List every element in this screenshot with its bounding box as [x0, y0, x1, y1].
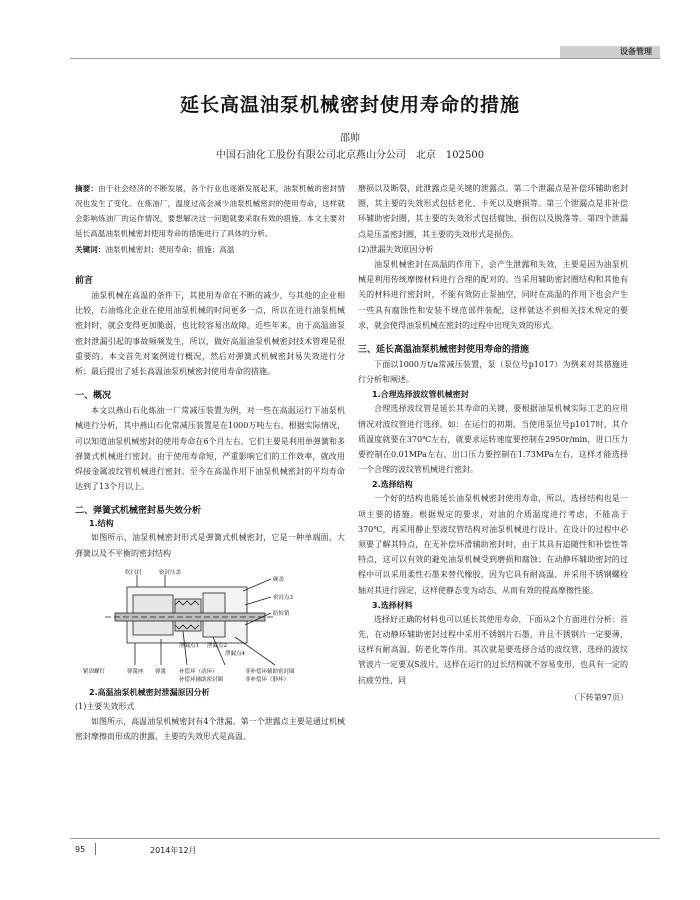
abstract-label: 摘要： [75, 184, 99, 193]
author: 邵帅 [340, 133, 360, 144]
intro-paragraph: 油泵机械在高温的条件下，其使用寿命在不断的减少，与其他的企业相比较，石油炼化企业在使用油泵机械的时间更多一点，所以在进行油泵机械密封时，就会变得更加脆弱，也比较容易出故障。近些年来，由于高温油泵密封泄漏引起的事故频频发生，所以，做好高温油泵机械密封技术管理是很重要的。本文首先对案例进行概况，然后对弹簧式机械密封易失效进行分析；最后提出了延长高温油泵机械密封使用寿命的措施。 [75, 291, 345, 377]
section2-1-heading: 1.结构 [89, 519, 114, 529]
abstract [75, 181, 345, 257]
section1-paragraph: 本文以燕山石化炼油一厂常减压装置为例，对一些在高温运行下油泵机械进行分析，其中燕山石化常减压装置是在1000万吨左右，根据实际情况，可以知道油泵机械密封的使用寿命在6个月左右，它们主要是利用单弹簧和多弹簧式机械进行密封。由于使用寿命短，严重影响它们的工作效率，就改用焊接金属波纹管机械进行密封。至今在高温作用下油泵机械密封的平均寿命达到了13个月以上。 [75, 406, 345, 492]
fig-label-t4: 密封点3 [273, 594, 293, 601]
fig-label-t5: 防转销 [273, 610, 290, 617]
fig-label-m2: 泄漏点2 [207, 642, 227, 649]
seal-diagram [75, 565, 345, 683]
keywords-label: 关键词： [75, 245, 106, 254]
right-column [358, 181, 628, 705]
section3-2-heading: 2.选择结构 [372, 480, 413, 490]
fig-label-t2: 密封压盖 [159, 569, 182, 576]
seal-diagram-svg [75, 565, 345, 683]
fig-label-b6: 补偿环辅助密封圈 [179, 676, 224, 683]
section2-1-paragraph: 如图所示，油泵机械密封形式是弹簧式机械密封，它是一种单端面、大弹簧以及不平衡的密封结构 [75, 533, 345, 558]
article-title: 延长高温油泵机械密封使用寿命的措施 [179, 94, 520, 116]
left-column [75, 181, 345, 744]
section3-3-paragraph: 选择好正确的材料也可以延长其使用寿命，下面从2个方面进行分析：首先，在动静环辅助密封过程中采用不锈钢片石墨，并且不锈钢片一定要薄，这样有耐高温、防老化等作用。其次就是要选择合适的波纹管，选择的波纹管波片一定要双S波片，这样在运行的过长结构就不容易变形，也具有一定的抗疲劳性，同 [358, 614, 628, 685]
section3-1-paragraph: 合理选择波纹管是延长其寿命的关键，要根据油泵机械实际工艺的应用情况对波纹管进行选择。如：在运行的初期，当使用泵位号p1017时，其介质温度就要在370℃左右，就要求运转速度要控制在2950r/min，进口压力要控制在0.01MPa左右，出口压力要控制在1.73MPa左右，这样才能选择一个合理的波纹管机械进行密封。 [358, 404, 628, 475]
fig-label-b5: 非补偿环辅助密封圈 [245, 668, 295, 675]
fig-label-b2: 弹簧座 [127, 668, 144, 675]
fig-label-t1: 吹扫封 [125, 569, 142, 576]
fig-label-t3: 碗盖 [273, 576, 285, 583]
right-subheading-2: (2)泄漏失效原因分析 [358, 244, 434, 254]
section-label: 设备管理 [620, 47, 652, 56]
fig-label-m3: 泄漏点4 [225, 650, 245, 657]
fig-label-b7: 非补偿环（静环） [245, 676, 290, 683]
issue-date: 2014年12月 [150, 846, 197, 855]
footer-separator [95, 843, 96, 855]
header-rule [70, 58, 660, 59]
section3-3-heading: 3.选择材料 [372, 600, 413, 610]
section3-paragraph: 下面以1000万t/a常减压装置，泵（泵位号p1017）为例来对其措施进行分析和阐述。 [358, 360, 628, 385]
keywords: 油泵机械密封；使用寿命；措施；高温 [105, 245, 235, 254]
fig-label-m1: 泄漏点1 [179, 642, 199, 649]
footer-rule [70, 838, 660, 839]
continued-note: （下转第97页） [569, 692, 628, 702]
intro-heading: 前言 [75, 276, 94, 286]
section3-heading: 三、延长高温油泵机械密封使用寿命的措施 [358, 345, 530, 356]
section1-heading: 一、概况 [75, 391, 112, 402]
fig-label-b1: 紧固螺钉 [83, 668, 106, 675]
right-paragraph-2: 油泵机械密封在高温的作用下，会产生泄露和失效，主要是因为油泵机械是利用传统摩擦材料进行合理的配对的。当采用辅助密封圈结构和其他有关的材料进行密封时，不能有效防止泵抽空，同时在高温的作用下也会产生一些具有腐蚀性和安装不规范部件装配，这样就达不到相关技术规定的要求，就会使得油泵机械在密封的过程中出现失效的形式。 [358, 260, 628, 330]
section2-heading: 二、弹簧式机械密封易失效分析 [75, 506, 202, 517]
right-paragraph-1: 磨损以及断裂，此泄露点是关键的泄露点。第二个泄漏点是补偿环辅助密封圈，其主要的失效形式包括老化、卡死以及磨损等。第三个泄漏点是非补偿环辅助密封圈，其主要的失效形式包括腐蚀、损伤以及脱落等。第四个泄漏点是压盖密封圈，其主要的失效形式是损伤。 [358, 184, 628, 239]
section3-1-heading: 1.合理选择波纹管机械密封 [372, 390, 469, 400]
affiliation: 中国石油化工股份有限公司北京燕山分公司 北京 102500 [215, 150, 485, 161]
page-number: 95 [75, 845, 86, 854]
fig-label-b3: 弹簧 [155, 668, 167, 675]
abstract-text: 由于社会经济的不断发展，各个行业也逐渐发展起来，油泵机械的密封情况也发生了变化。在炼油厂，温度过高会减少油泵机械密封的使用寿命，这样就会影响炼油厂的运作情况，要想解决这一问题就要采取有效的措施。本文主要对延长高温油泵机械密封使用寿命的措施进行了具体的分析。 [75, 184, 345, 238]
section3-2-paragraph: 一个好的结构也能延长油泵机械密封使用寿命，所以，选择结构也是一项主要的措施。根据规定的要求，对油的介质温度进行考虑，不能高于370℃，再采用静止型波纹管结构对油泵机械进行设计。在设计的过程中必须要了解其特点，在无补偿环滑辅助密封时，由于其具有追随性和补偿性等特点，这可以有效的避免油泵机械受到磨损和腐蚀；在动静环辅助密封的过程中可以采用柔性石墨来替代橡胶，因为它具有耐高温，并采用不锈钢螺栓轴对其进行固定，这样使静态变为动态、从而有效的提高摩擦性能。 [358, 494, 628, 595]
fig-label-b4: 补偿环（动环） [179, 668, 218, 675]
section2-2-heading: 2.高温油泵机械密封泄漏原因分析 [89, 687, 210, 697]
section2-2-paragraph: 如图所示，高温油泵机械密封有4个泄漏。第一个泄露点主要是通过机械密封摩擦而形成的泄露，主要的失效形式是高温、 [75, 717, 345, 742]
section2-2-subheading: (1)主要失效形式 [75, 701, 135, 711]
